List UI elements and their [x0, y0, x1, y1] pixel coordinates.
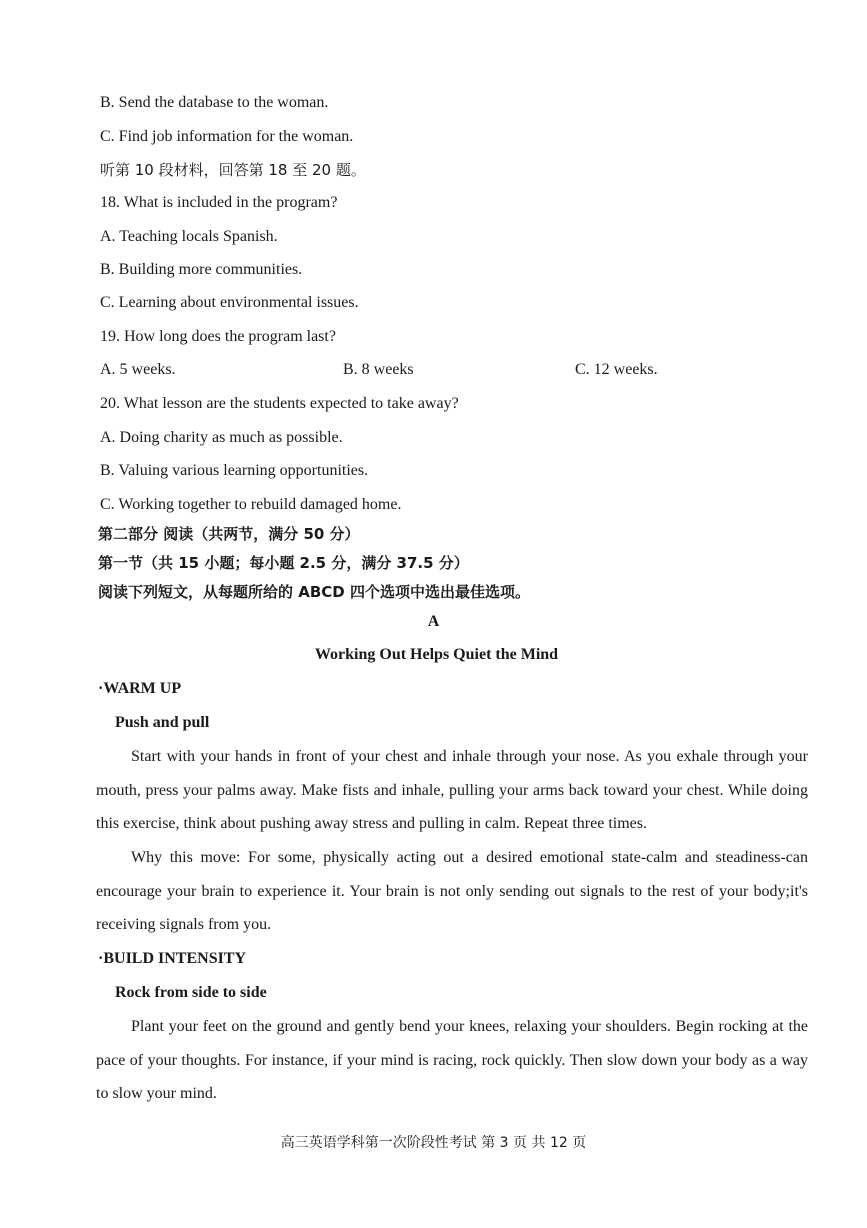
page-footer: 高三英语学科第一次阶段性考试 第 3 页 共 12 页 [280, 1135, 587, 1151]
q20-option-a: A. Doing charity as much as possible. [100, 429, 343, 446]
build-intensity-heading: ·BUILD INTENSITY [98, 950, 247, 967]
passage-letter: A [427, 613, 440, 630]
passage-title: Working Out Helps Quiet the Mind [314, 646, 559, 663]
push-and-pull-subheading: Push and pull [115, 714, 210, 731]
reading-instructions: 阅读下列短文，从每题所给的 ABCD 四个选项中选出最佳选项。 [98, 583, 530, 601]
warm-up-paragraph-2: Why this move: For some, physically acting out a desired emotional state-calm and steadiness-can encourage your brain to experience it. Your brain is not only sending out signals to the rest of your body;it's receiving signals from you. [96, 849, 808, 934]
q19-question: 19. How long does the program last? [100, 328, 336, 345]
warm-up-heading: ·WARM UP [98, 680, 182, 697]
warm-up-paragraph-1: Start with your hands in front of your chest and inhale through your nose. As you exhale through your mouth, press your palms away. Make fists and inhale, pulling your arms back toward your chest. While doing this exercise, think about pushing away stress and pulling in calm. Repeat three times. [96, 748, 808, 833]
q18-option-a: A. Teaching locals Spanish. [100, 228, 278, 245]
part-two-title: 第二部分 阅读（共两节，满分 50 分） [98, 525, 360, 543]
q20-option-c: C. Working together to rebuild damaged home. [100, 496, 402, 513]
q17-option-c: C. Find job information for the woman. [100, 128, 354, 145]
q18-option-b: B. Building more communities. [100, 261, 303, 278]
q19-option-c: C. 12 weeks. [575, 361, 658, 378]
build-intensity-paragraph-1: Plant your feet on the ground and gently bend your knees, relaxing your shoulders. Begin rocking at the pace of your thoughts. For instance, if your mind is racing, rock quickly. Then slow down your body as a way to slow your mind. [96, 1018, 808, 1103]
q19-option-a: A. 5 weeks. [100, 361, 176, 378]
section-one-title: 第一节（共 15 小题；每小题 2.5 分，满分 37.5 分） [98, 554, 469, 572]
q20-question: 20. What lesson are the students expected to take away? [100, 395, 459, 412]
q20-option-b: B. Valuing various learning opportunities. [100, 462, 369, 479]
rock-side-to-side-subheading: Rock from side to side [115, 984, 267, 1001]
q17-option-b: B. Send the database to the woman. [100, 94, 329, 111]
passage10-instruction: 听第 10 段材料，回答第 18 至 20 题。 [100, 161, 366, 179]
q18-question: 18. What is included in the program? [100, 194, 338, 211]
q19-option-b: B. 8 weeks [343, 361, 414, 378]
q18-option-c: C. Learning about environmental issues. [100, 294, 359, 311]
